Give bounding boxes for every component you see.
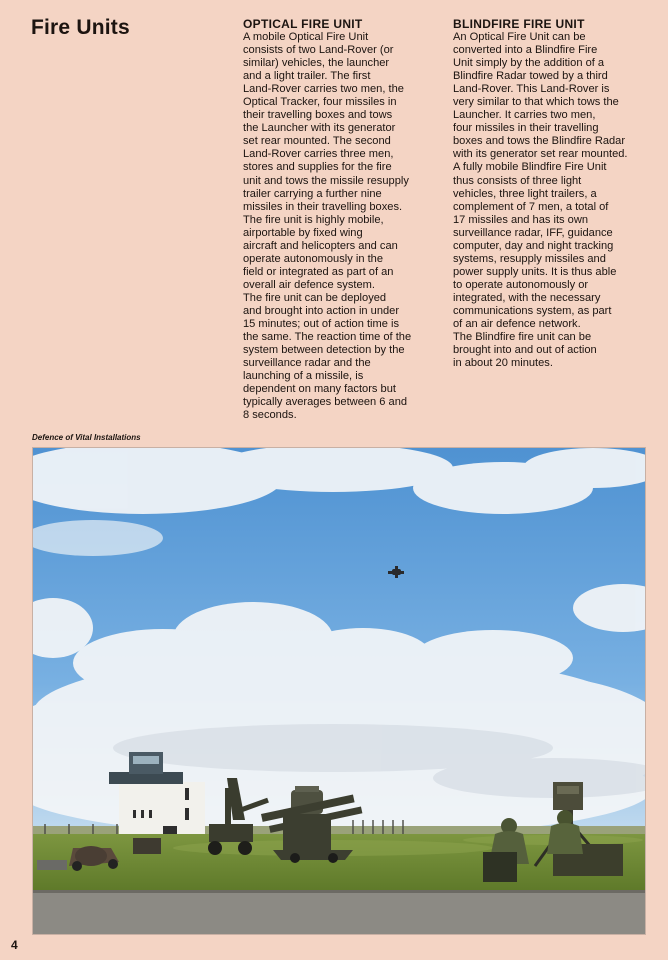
optical-line: stores and supplies for the fire (243, 161, 392, 174)
blindfire-line: converted into a Blindfire Fire (453, 44, 598, 57)
blindfire-body (453, 31, 658, 370)
blindfire-line: surveillance radar, IFF, guidance (453, 226, 613, 239)
blindfire-line: thus consists of three light (453, 174, 582, 187)
optical-line: consists of two Land-Rover (or (243, 44, 394, 57)
optical-line: 8 seconds. (243, 409, 297, 422)
optical-line: and brought into action in under (243, 304, 400, 317)
optical-line: dependent on many factors but (243, 383, 396, 396)
optical-line: missiles in their travelling boxes. (243, 200, 403, 213)
optical-line: The fire unit is highly mobile, (243, 213, 384, 226)
blindfire-line: complement of 7 men, a total of (453, 200, 609, 213)
optical-line: overall air defence system. (243, 278, 375, 291)
optical-line: their travelling boxes and tows (243, 109, 393, 122)
blindfire-line: of an air defence network. (453, 318, 581, 331)
page-title: Fire Units (31, 16, 130, 39)
optical-line: airportable by fixed wing (243, 226, 363, 239)
optical-line: trailer carrying a further nine (243, 187, 382, 200)
optical-line: surveillance radar and the (243, 357, 371, 370)
blindfire-line: A fully mobile Blindfire Fire Unit (453, 161, 607, 174)
optical-line: set rear mounted. The second (243, 135, 391, 148)
blindfire-line: vehicles, three light trailers, a (453, 187, 597, 200)
blindfire-line: Unit simply by the addition of a (453, 57, 605, 70)
optical-heading: OPTICAL FIRE UNIT (243, 17, 363, 31)
optical-line: field or integrated as part of an (243, 265, 394, 278)
blindfire-line: systems, resupply missiles and (453, 252, 606, 265)
optical-line: Optical Tracker, four missiles in (243, 96, 397, 109)
blindfire-line: boxes and tows the Blindfire Radar (453, 135, 626, 148)
field-photo (32, 447, 646, 935)
optical-body (243, 31, 443, 422)
optical-fire-unit-column (243, 17, 443, 422)
optical-line: 15 minutes; out of action time is (243, 318, 400, 331)
blindfire-line: Land-Rover. This Land-Rover is (453, 83, 610, 96)
blindfire-heading: BLINDFIRE FIRE UNIT (453, 17, 585, 31)
blindfire-line: power supply units. It is thus able (453, 265, 617, 278)
blindfire-line: four missiles in their travelling (453, 122, 599, 135)
blindfire-line: integrated, with the necessary (453, 291, 601, 304)
optical-line: operate autonomously in the (243, 252, 383, 265)
optical-line: Land-Rover carries three men, (243, 148, 394, 161)
optical-line: the same. The reaction time of the (243, 331, 412, 344)
optical-line: aircraft and helicopters and can (243, 239, 398, 252)
blindfire-line: communications system, as part (453, 304, 612, 317)
runway (33, 890, 645, 934)
blindfire-fire-unit-column (453, 17, 658, 370)
optical-line: A mobile Optical Fire Unit (243, 31, 369, 43)
optical-line: The fire unit can be deployed (243, 291, 387, 304)
optical-line: the Launcher with its generator (243, 122, 396, 135)
blindfire-line: 17 missiles and has its own (453, 213, 589, 226)
optical-line: and a light trailer. The first (243, 70, 371, 83)
blindfire-line: brought into and out of action (453, 344, 597, 357)
optical-line: unit and tows the missile resupply (243, 174, 409, 187)
optical-line: launching of a missile, is (243, 370, 364, 383)
page-number: 4 (11, 938, 18, 952)
blindfire-line: very similar to that which tows the (453, 96, 619, 109)
blindfire-line: in about 20 minutes. (453, 357, 553, 370)
optical-line: system between detection by the (243, 344, 405, 357)
optical-line: similar) vehicles, the launcher (243, 57, 390, 70)
photo-caption: Defence of Vital Installations (32, 433, 141, 442)
optical-line: Land-Rover carries two men, the (243, 83, 404, 96)
blindfire-line: Blindfire Radar towed by a third (453, 70, 608, 83)
optical-line: typically averages between 6 and (243, 396, 408, 409)
blindfire-line: An Optical Fire Unit can be (453, 31, 586, 43)
blindfire-line: Launcher. It carries two men, (453, 109, 596, 122)
blindfire-line: with its generator set rear mounted. (453, 148, 628, 161)
blindfire-line: computer, day and night tracking (453, 239, 614, 252)
blindfire-line: The Blindfire fire unit can be (453, 331, 592, 344)
blindfire-line: to operate autonomously or (453, 278, 589, 291)
